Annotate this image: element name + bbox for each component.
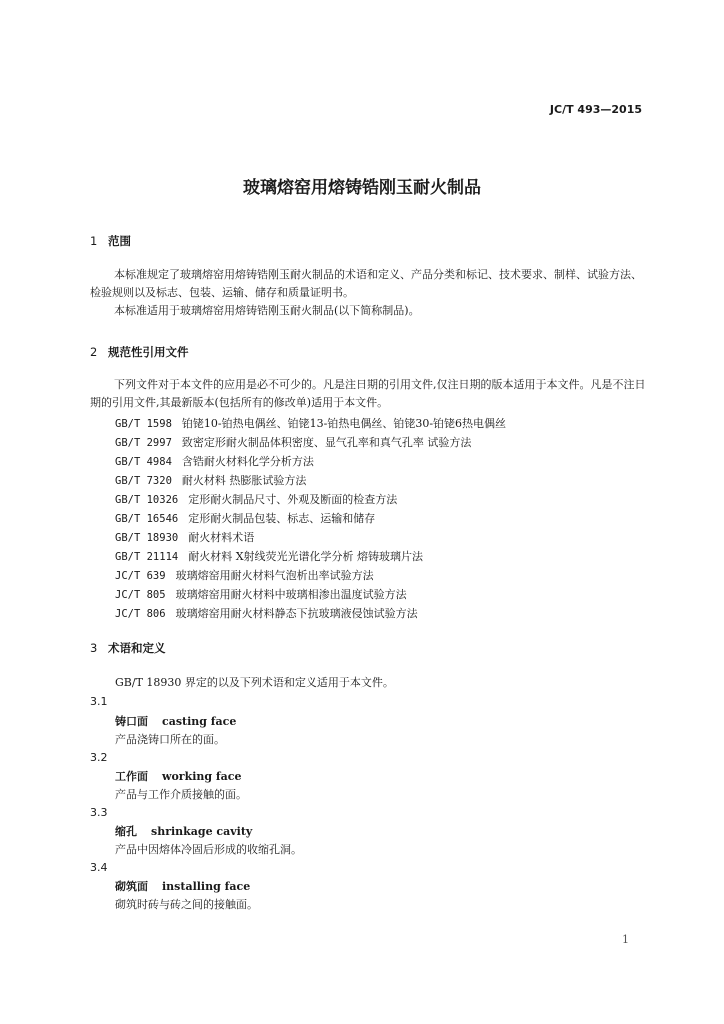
- terms-intro: GB/T 18930 界定的以及下列术语和定义适用于本文件。: [115, 676, 394, 689]
- section-title: 术语和定义: [108, 641, 166, 655]
- section-title: 范围: [108, 234, 131, 248]
- reference-list: [115, 414, 506, 623]
- reference-code: GB/T 21114: [115, 551, 179, 563]
- term-definition: 砌筑时砖与砖之间的接触面。: [115, 898, 258, 911]
- term-cn: 铸口面: [115, 715, 148, 728]
- term-cn: 工作面: [115, 770, 148, 783]
- section-number: 1: [90, 234, 98, 248]
- scope-paragraph-1: 本标准规定了玻璃熔窑用熔铸锆刚玉耐火制品的术语和定义、产品分类和标记、技术要求、制样、试验方法、检验规则以及标志、包装、运输、储存和质量证明书。: [90, 268, 642, 299]
- term-name: [115, 768, 241, 784]
- reference-title: 铂铑10-铂热电偶丝、铂铑13-铂热电偶丝、铂铑30-铂铑6热电偶丝: [181, 417, 507, 430]
- section-title: 规范性引用文件: [108, 345, 189, 359]
- reference-code: GB/T 16546: [115, 513, 179, 525]
- reference-code: GB/T 7320: [115, 475, 172, 487]
- term-en: working face: [162, 770, 242, 783]
- reference-code: GB/T 10326: [115, 494, 179, 506]
- reference-title: 致密定形耐火制品体积密度、显气孔率和真气孔率 试验方法: [181, 436, 472, 449]
- term-number: 3.4: [90, 861, 108, 874]
- section-heading-terms: [90, 640, 166, 656]
- term-name: [115, 878, 250, 894]
- section-number: 2: [90, 345, 98, 359]
- reference-title: 耐火材料 X射线荧光光谱化学分析 熔铸玻璃片法: [188, 550, 424, 563]
- page-number: 1: [622, 933, 629, 946]
- reference-code: GB/T 2997: [115, 437, 172, 449]
- term-definition: 产品浇铸口所在的面。: [115, 733, 225, 746]
- list-item: [115, 490, 506, 509]
- reference-title: 含锆耐火材料化学分析方法: [181, 455, 314, 468]
- list-item: [115, 452, 506, 471]
- reference-title: 定形耐火制品尺寸、外观及断面的检查方法: [188, 493, 398, 506]
- term-cn: 砌筑面: [115, 880, 148, 893]
- term-cn: 缩孔: [115, 825, 137, 838]
- reference-code: GB/T 18930: [115, 532, 179, 544]
- reference-title: 玻璃熔窑用耐火材料中玻璃相渗出温度试验方法: [175, 588, 407, 601]
- reference-code: GB/T 4984: [115, 456, 172, 468]
- scope-paragraph-2: 本标准适用于玻璃熔窑用熔铸锆刚玉耐火制品(以下简称制品)。: [114, 304, 420, 317]
- term-name: [115, 713, 236, 729]
- reference-code: JC/T 805: [115, 589, 166, 601]
- term-number: 3.3: [90, 806, 108, 819]
- list-item: [115, 585, 506, 604]
- term-en: installing face: [162, 880, 251, 893]
- normative-intro: 下列文件对于本文件的应用是必不可少的。凡是注日期的引用文件,仅注日期的版本适用于本文件。凡是不注日期的引用文件,其最新版本(包括所有的修改单)适用于本文件。: [90, 378, 646, 409]
- list-item: [115, 509, 506, 528]
- reference-title: 定形耐火制品包装、标志、运输和储存: [188, 512, 376, 525]
- standard-code: JC/T 493—2015: [549, 103, 642, 116]
- term-en: casting face: [162, 715, 237, 728]
- section-number: 3: [90, 641, 98, 655]
- reference-code: JC/T 806: [115, 608, 166, 620]
- list-item: [115, 604, 506, 623]
- reference-title: 玻璃熔窑用耐火材料静态下抗玻璃液侵蚀试验方法: [175, 607, 418, 620]
- term-name: [115, 823, 252, 839]
- term-number: 3.2: [90, 751, 108, 764]
- term-en: shrinkage cavity: [151, 825, 253, 838]
- reference-title: 耐火材料术语: [188, 531, 255, 544]
- reference-code: JC/T 639: [115, 570, 166, 582]
- section-heading-scope: [90, 233, 131, 249]
- section-heading-normative: [90, 344, 189, 360]
- term-definition: 产品与工作介质接触的面。: [115, 788, 247, 801]
- term-number: 3.1: [90, 695, 108, 708]
- document-title: 玻璃熔窑用熔铸锆刚玉耐火制品: [243, 178, 481, 198]
- list-item: [115, 566, 506, 585]
- list-item: [115, 414, 506, 433]
- list-item: [115, 528, 506, 547]
- reference-title: 耐火材料 热膨胀试验方法: [181, 474, 307, 487]
- list-item: [115, 471, 506, 490]
- reference-title: 玻璃熔窑用耐火材料气泡析出率试验方法: [175, 569, 374, 582]
- list-item: [115, 547, 506, 566]
- term-definition: 产品中因熔体冷固后形成的收缩孔洞。: [115, 843, 302, 856]
- reference-code: GB/T 1598: [115, 418, 172, 430]
- list-item: [115, 433, 506, 452]
